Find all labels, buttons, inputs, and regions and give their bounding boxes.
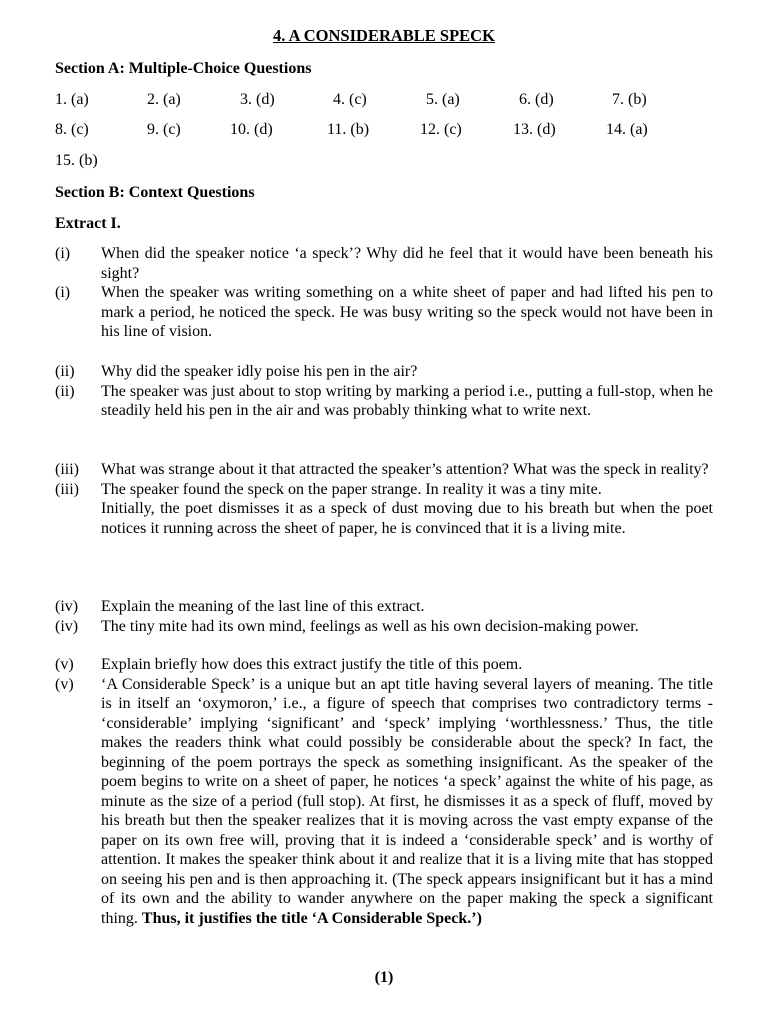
question-text: Explain briefly how does this extract justify the title of this poem. [101, 656, 523, 673]
question-text: When did the speaker notice ‘a speck’? Why did he feel that it would have been beneath his sight? [101, 245, 713, 282]
section-b-heading: Section B: Context Questions [55, 184, 255, 201]
question-line [55, 655, 713, 675]
mcq-answer: 2. (a) [147, 91, 181, 108]
section-a-heading: Section A: Multiple-Choice Questions [55, 60, 312, 77]
answer-line [55, 382, 713, 421]
page-title: 4. A CONSIDERABLE SPECK [273, 26, 495, 45]
answer-line [55, 617, 713, 637]
question-number: (v) [55, 656, 74, 673]
mcq-answer: 11. (b) [327, 121, 370, 138]
answer-text: When the speaker was writing something on a white sheet of paper and had lifted his pen to mark a period, he noticed the speck. He was busy writing so the speck would not have been in his line of vision. [101, 284, 713, 340]
question-number: (iii) [55, 461, 79, 478]
mcq-answer-row [55, 151, 715, 171]
question-number: (iv) [55, 598, 79, 615]
mcq-answer: 9. (c) [147, 121, 181, 138]
mcq-answer-row [55, 120, 715, 140]
answer-text-conclusion: Thus, it justifies the title ‘A Considerable Speck.’) [141, 909, 482, 927]
mcq-answer: 8. (c) [55, 121, 89, 138]
context-question-block [55, 597, 713, 636]
question-number: (i) [55, 245, 71, 262]
page-number: (1) [374, 969, 394, 986]
mcq-answer: 1. (a) [55, 91, 89, 108]
answer-text-regular: ‘A Considerable Speck’ is a unique but an apt title having several layers of meaning. The title is in itself an ‘oxymoron,’ i.e., a figure of speech that comprises two contradictory terms - ‘considerable’ implying ‘significant’ and ‘speck’ implying ‘worthlessness.’ Thus, the title makes the readers think what could possibly be considerable about the speck? In fact, the beginning of the poem portrays the speck as something insignificant. As the speaker of the poem begins to write on a sheet of paper, he notices ‘a speck’ against the white of his page, as minute as the size of a period (full stop). At first, he dismisses it as a speck of fluff, moved by his breath but then the speaker realizes that it is moving across the vast empty expanse of the paper on its own free will, proving that it is indeed a ‘considerable speck’ and is worthy of attention. It makes the speaker think about it and realize that it is a living mite that has stopped on seeing his pen and is then approaching it. (The speck appears insignificant but it has a mind of its own and the ability to wander anywhere on the paper making the speck a significant thing. [101, 675, 713, 927]
context-question-block [55, 362, 713, 421]
answer-text: The tiny mite had its own mind, feelings as well as his own decision-making power. [101, 617, 639, 635]
mcq-answer: 4. (c) [333, 91, 367, 108]
answer-line [55, 480, 713, 539]
answer-text: The speaker was just about to stop writing by marking a period i.e., putting a full-stop, when he steadily held his pen in the air and was probably thinking what to write next. [101, 382, 713, 419]
question-line [55, 597, 713, 617]
mcq-answer: 10. (d) [230, 121, 273, 138]
answer-number: (v) [55, 675, 74, 693]
mcq-answer: 6. (d) [519, 91, 554, 108]
answer-text-continued: Initially, the poet dismisses it as a speck of dust moving due to his breath but when the poet notices it running across the sheet of paper, he is convinced that it is a living mite. [101, 500, 713, 537]
answer-number: (iii) [55, 480, 79, 498]
answer-line [55, 283, 713, 342]
answer-text-first: The speaker found the speck on the paper strange. In reality it was a tiny mite. [101, 480, 602, 498]
mcq-answer: 12. (c) [420, 121, 462, 138]
mcq-answer: 13. (d) [513, 121, 556, 138]
question-text: Explain the meaning of the last line of this extract. [101, 598, 425, 615]
mcq-answer: 15. (b) [55, 152, 98, 169]
question-text: What was strange about it that attracted the speaker’s attention? What was the speck in reality? [101, 461, 709, 478]
mcq-answer: 5. (a) [426, 91, 460, 108]
question-line [55, 362, 713, 382]
extract-heading: Extract I. [55, 215, 121, 232]
answer-text [101, 675, 713, 929]
question-text: Why did the speaker idly poise his pen in the air? [101, 363, 418, 380]
answer-number: (i) [55, 284, 71, 301]
context-question-block [55, 460, 713, 538]
answer-number: (ii) [55, 382, 75, 400]
mcq-answer-row [55, 90, 715, 110]
question-line [55, 244, 713, 283]
context-question-block [55, 244, 713, 342]
answer-line [55, 675, 713, 929]
answer-number: (iv) [55, 617, 79, 635]
context-question-block [55, 655, 713, 928]
question-line [55, 460, 713, 480]
question-number: (ii) [55, 363, 75, 380]
mcq-answer: 7. (b) [612, 91, 647, 108]
mcq-answer: 3. (d) [240, 91, 275, 108]
answer-text [101, 480, 713, 539]
mcq-answer: 14. (a) [606, 121, 648, 138]
